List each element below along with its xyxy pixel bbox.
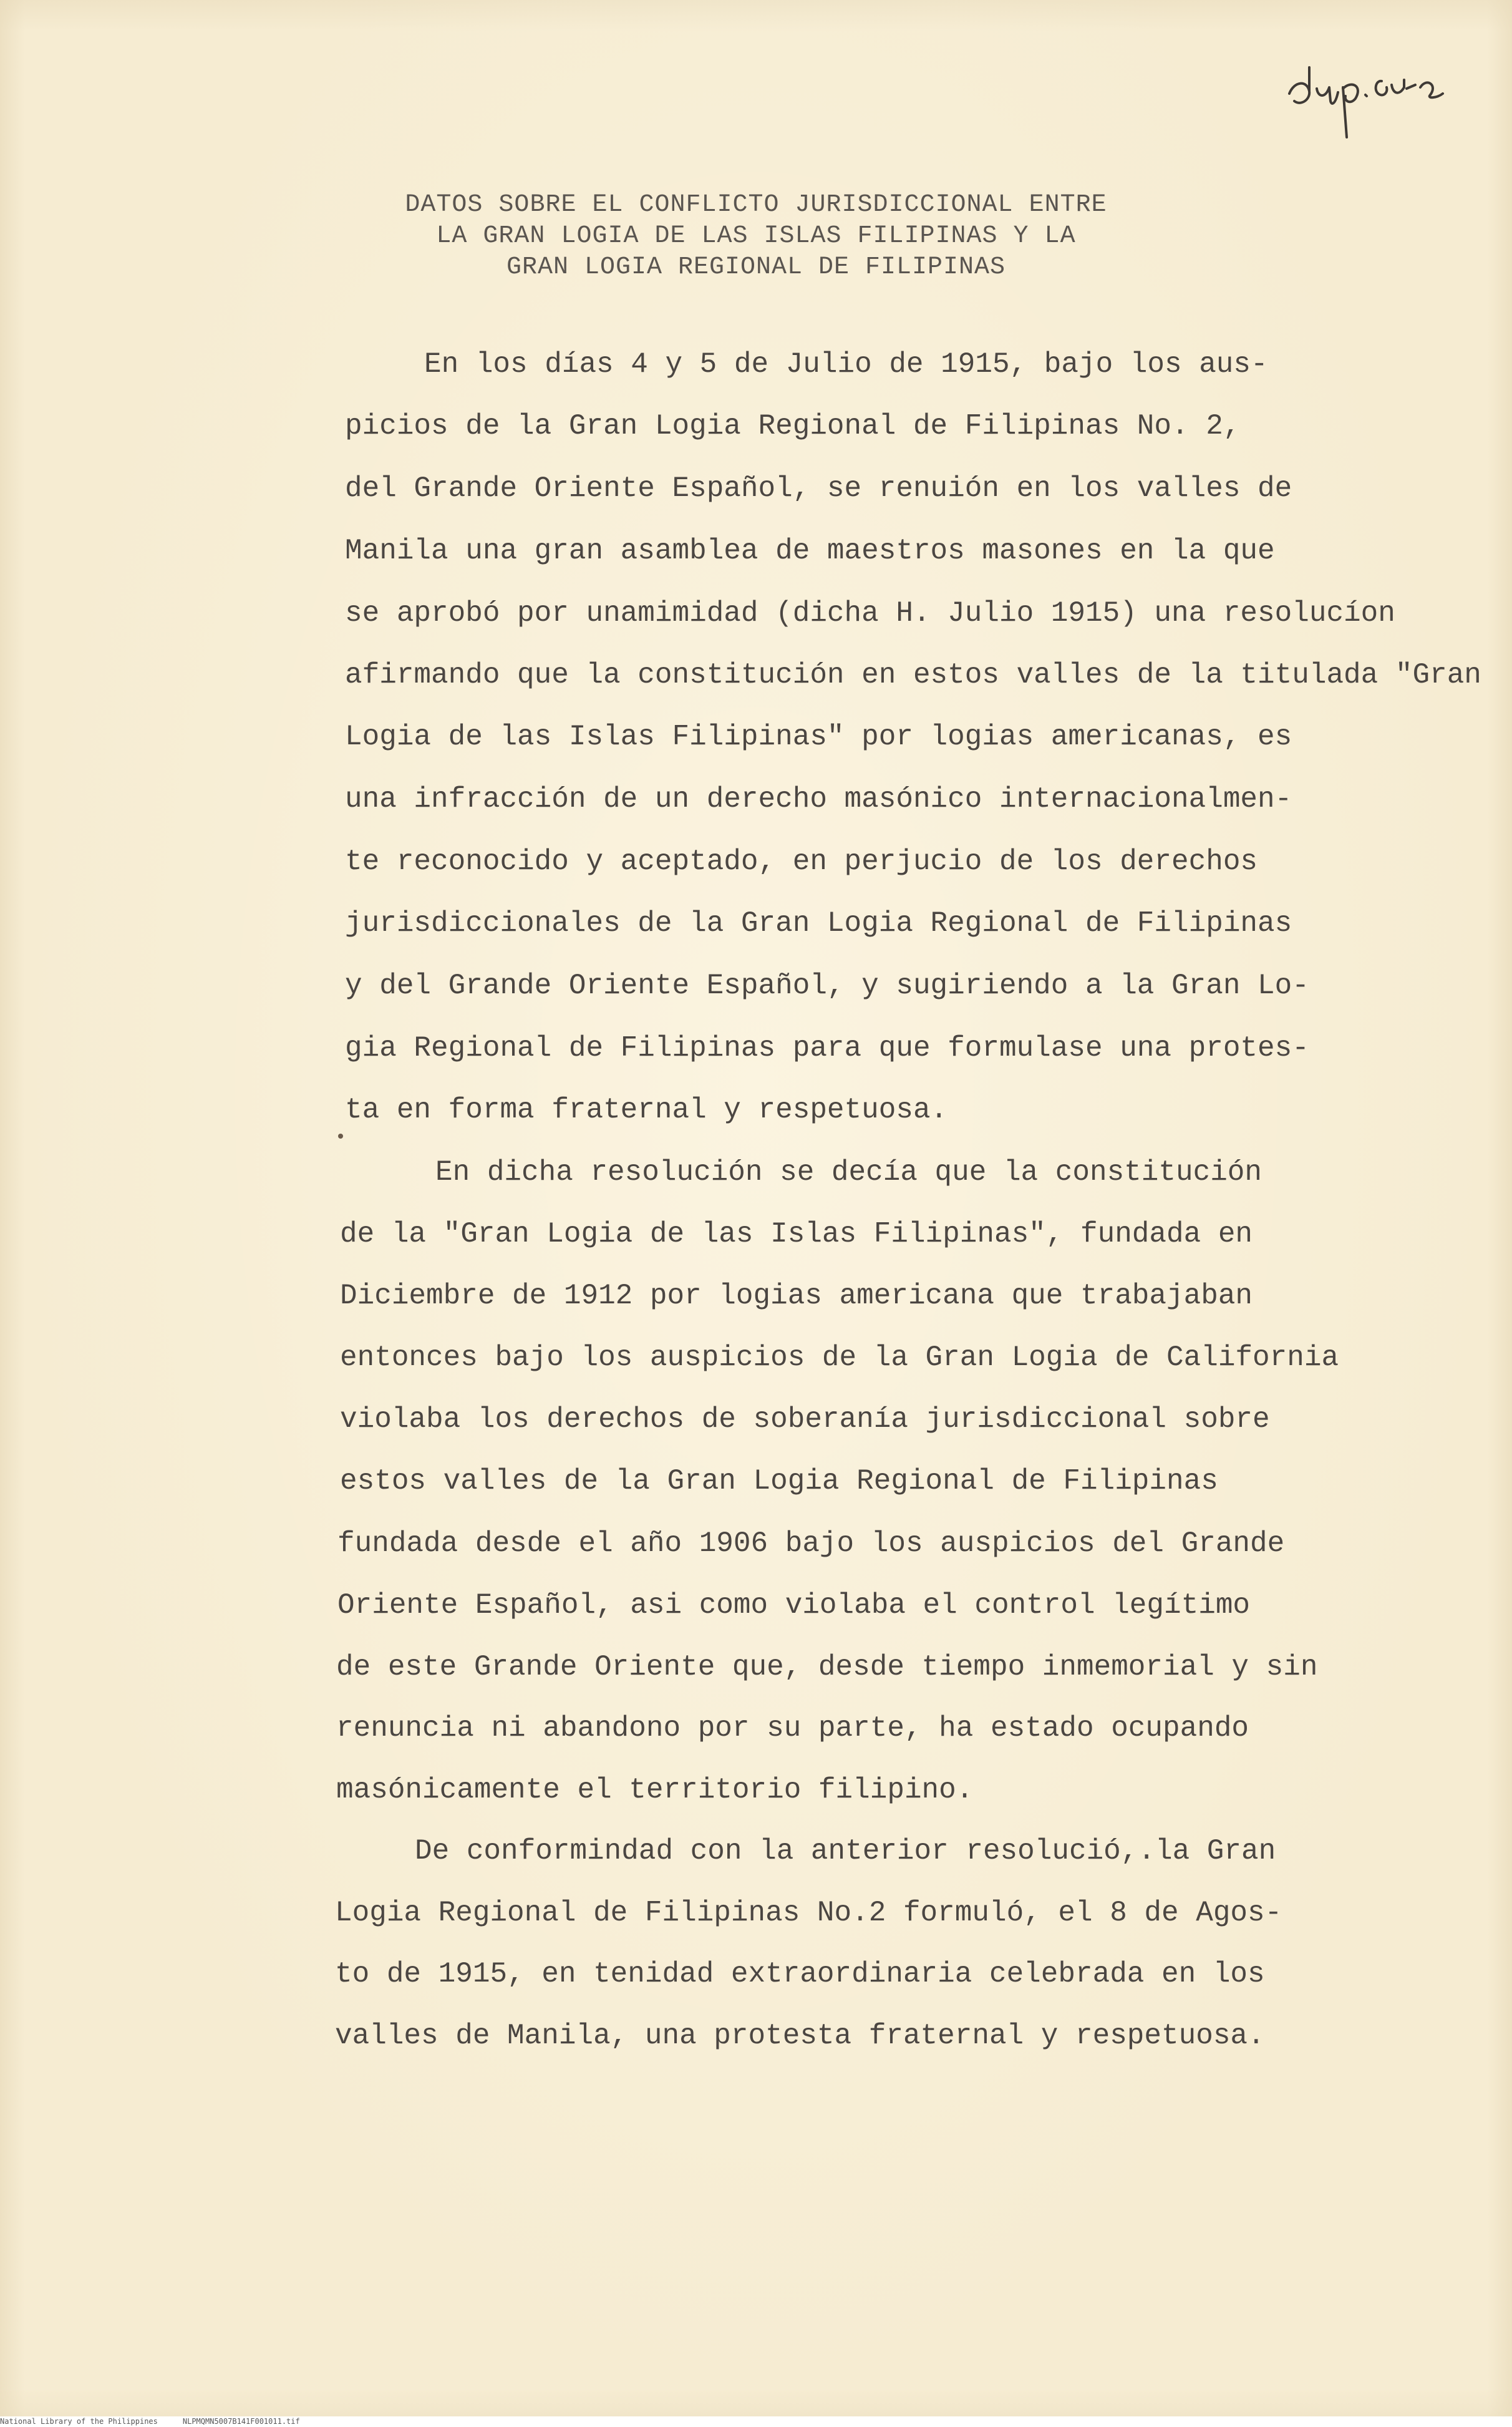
paragraph1-line: picios de la Gran Logia Regional de Filipinas No. 2, [345,410,1241,442]
paragraph1-line: gia Regional de Filipinas para que formulase una protes- [345,1032,1309,1064]
paragraph1-line: Logia de las Islas Filipinas" por logias americanas, es [345,721,1292,753]
paragraph2-line: violaba los derechos de soberanía jurisdiccional sobre [340,1403,1270,1436]
paragraph2-line: renuncia ni abandono por su parte, ha estado ocupando [336,1712,1249,1744]
title-line-2: LA GRAN LOGIA DE LAS ISLAS FILIPINAS Y LA [436,222,1076,250]
handwritten-annotation [1282,44,1475,150]
paragraph1-line: En los días 4 y 5 de Julio de 1915, bajo los aus- [424,348,1268,381]
scan-footer [0,2416,1512,2427]
paragraph1-line: afirmando que la constitución en estos valles de la titulada "Gran [345,659,1481,691]
footer-library: National Library of the Philippines [0,2417,158,2426]
title-line-3: GRAN LOGIA REGIONAL DE FILIPINAS [506,253,1006,281]
ink-spot [338,1134,343,1139]
paragraph2-line: fundada desde el año 1906 bajo los auspicios del Grande [337,1527,1285,1560]
paragraph2-line: estos valles de la Gran Logia Regional de Filipinas [340,1465,1218,1497]
paragraph2-line: de la "Gran Logia de las Islas Filipinas", fundada en [340,1218,1253,1250]
paragraph2-line: de este Grande Oriente que, desde tiempo inmemorial y sin [336,1651,1318,1683]
footer-file-id: NLPMQMN5007B141F001011.tif [182,2417,300,2426]
paragraph1-line: del Grande Oriente Español, se renuión en los valles de [345,472,1292,505]
paragraph1-line: te reconocido y aceptado, en perjucio de los derechos [345,845,1258,878]
paragraph3-line: to de 1915, en tenidad extraordinaria celebrada en los [335,1958,1265,1990]
paragraph3-line: Logia Regional de Filipinas No.2 formuló, el 8 de Agos- [335,1897,1282,1929]
paragraph2-line: Oriente Español, asi como violaba el control legítimo [337,1589,1251,1622]
paragraph1-line: una infracción de un derecho masónico internacionalmen- [345,783,1292,815]
paragraph1-line: Manila una gran asamblea de maestros masones en la que [345,535,1275,567]
paragraph1-line: jurisdiccionales de la Gran Logia Regional de Filipinas [345,907,1292,940]
paragraph2-line: entonces bajo los auspicios de la Gran Logia de California [340,1341,1339,1374]
paragraph1-line: se aprobó por unamimidad (dicha H. Julio 1915) una resolucíon [345,597,1395,630]
handwritten-scribble-icon [1282,44,1475,150]
title-line-1: DATOS SOBRE EL CONFLICTO JURISDICCIONAL ENTRE [405,191,1107,219]
paragraph3-line: valles de Manila, una protesta fraternal y respetuosa. [335,2020,1265,2052]
paragraph2-line: En dicha resolución se decía que la constitución [435,1156,1262,1189]
paragraph1-line: ta en forma fraternal y respetuosa. [345,1094,948,1126]
paragraph2-line: Diciembre de 1912 por logias americana que trabajaban [340,1280,1253,1312]
paragraph1-line: y del Grande Oriente Español, y sugiriendo a la Gran Lo- [345,970,1309,1002]
paragraph2-line: masónicamente el territorio filipino. [336,1774,974,1806]
paragraph3-line: De conformindad con la anterior resolució,.la Gran [415,1835,1276,1867]
